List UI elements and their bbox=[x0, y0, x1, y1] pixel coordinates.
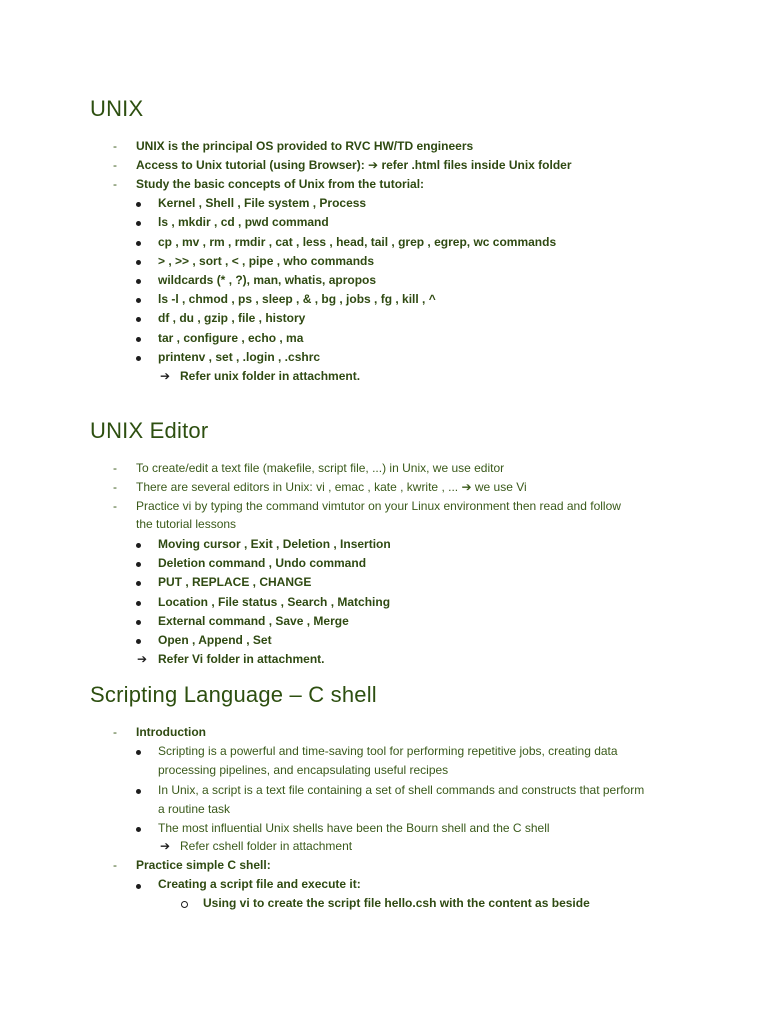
practice-sub-bullet-1: Using vi to create the script file hello.csh with the content as beside bbox=[203, 896, 590, 910]
dash-marker: - bbox=[113, 177, 117, 191]
bullet-dot bbox=[136, 601, 141, 606]
sub-bullet-circle bbox=[181, 901, 188, 908]
editor-bullet: Open , Append , Set bbox=[158, 633, 272, 647]
practice-bullet-1: Creating a script file and execute it: bbox=[158, 877, 361, 891]
dash-marker: - bbox=[113, 480, 117, 494]
editor-item-2-text: There are several editors in Unix: vi , emac , kate , kwrite , ... bbox=[136, 480, 462, 494]
editor-refer: Refer Vi folder in attachment. bbox=[158, 652, 325, 666]
unix-bullet: > , >> , sort , < , pipe , who commands bbox=[158, 254, 375, 268]
unix-heading: UNIX bbox=[90, 96, 144, 121]
editor-bullet: Moving cursor , Exit , Deletion , Insertion bbox=[158, 537, 391, 551]
bullet-dot bbox=[136, 241, 141, 246]
arrow-icon: ➔ bbox=[137, 652, 148, 666]
bullet-dot bbox=[136, 789, 141, 794]
bullet-dot bbox=[136, 317, 141, 322]
scripting-bullet-3: The most influential Unix shells have been the Bourn shell and the C shell bbox=[158, 821, 550, 835]
unix-item-3: Study the basic concepts of Unix from the tutorial: bbox=[136, 177, 425, 191]
arrow-icon: ➔ bbox=[461, 480, 472, 494]
bullet-dot bbox=[136, 562, 141, 567]
bullet-dot bbox=[136, 221, 141, 226]
bullet-dot bbox=[136, 620, 141, 625]
dash-marker: - bbox=[113, 461, 117, 475]
bullet-dot bbox=[136, 827, 141, 832]
bullet-dot bbox=[136, 884, 141, 889]
scripting-bullet-2-line1: In Unix, a script is a text file containing a set of shell commands and constructs that perform bbox=[158, 783, 645, 797]
editor-item-3-line1: Practice vi by typing the command vimtutor on your Linux environment then read and follow bbox=[136, 499, 621, 513]
arrow-icon: ➔ bbox=[160, 369, 171, 383]
unix-bullet: df , du , gzip , file , history bbox=[158, 311, 306, 325]
bullet-dot bbox=[136, 543, 141, 548]
bullet-dot bbox=[136, 298, 141, 303]
arrow-icon: ➔ bbox=[368, 158, 379, 172]
unix-bullet: printenv , set , .login , .cshrc bbox=[158, 350, 321, 364]
unix-item-2-text: Access to Unix tutorial (using Browser): bbox=[136, 158, 369, 172]
unix-bullet: ls -l , chmod , ps , sleep , & , bg , jobs , fg , kill , ^ bbox=[158, 292, 436, 306]
unix-bullet: ls , mkdir , cd , pwd command bbox=[158, 215, 329, 229]
dash-marker: - bbox=[113, 499, 117, 513]
editor-item-2 bbox=[136, 480, 527, 495]
bullet-dot bbox=[136, 581, 141, 586]
dash-marker: - bbox=[113, 725, 117, 739]
dash-marker: - bbox=[113, 139, 117, 153]
dash-marker: - bbox=[113, 158, 117, 172]
bullet-dot bbox=[136, 639, 141, 644]
editor-bullet: Location , File status , Search , Matching bbox=[158, 595, 391, 609]
arrow-icon: ➔ bbox=[160, 839, 171, 853]
unix-bullet: wildcards (* , ?), man, whatis, apropos bbox=[158, 273, 377, 287]
unix-item-1: UNIX is the principal OS provided to RVC HW/TD engineers bbox=[136, 139, 474, 153]
dash-marker: - bbox=[113, 858, 117, 872]
unix-editor-heading: UNIX Editor bbox=[90, 418, 209, 443]
scripting-bullet-2-line2: a routine task bbox=[158, 802, 231, 816]
editor-item-2-end: we use Vi bbox=[474, 480, 527, 494]
unix-bullet: cp , mv , rm , rmdir , cat , less , head, tail , grep , egrep, wc commands bbox=[158, 235, 557, 249]
scripting-heading: Scripting Language – C shell bbox=[90, 682, 377, 707]
unix-bullet: tar , configure , echo , ma bbox=[158, 331, 304, 345]
scripting-bullet-1-line1: Scripting is a powerful and time-saving tool for performing repetitive jobs, creating data bbox=[158, 744, 618, 758]
bullet-dot bbox=[136, 279, 141, 284]
editor-item-3-line2: the tutorial lessons bbox=[136, 517, 237, 531]
scripting-intro: Introduction bbox=[136, 725, 206, 739]
editor-item-1: To create/edit a text file (makefile, script file, ...) in Unix, we use editor bbox=[136, 461, 505, 475]
editor-bullet: External command , Save , Merge bbox=[158, 614, 349, 628]
scripting-bullet-1-line2: processing pipelines, and encapsulating useful recipes bbox=[158, 763, 449, 777]
unix-item-2 bbox=[136, 158, 572, 173]
editor-bullet: Deletion command , Undo command bbox=[158, 556, 367, 570]
unix-bullet: Kernel , Shell , File system , Process bbox=[158, 196, 367, 210]
bullet-dot bbox=[136, 750, 141, 755]
bullet-dot bbox=[136, 337, 141, 342]
editor-bullet: PUT , REPLACE , CHANGE bbox=[158, 575, 312, 589]
unix-refer: Refer unix folder in attachment. bbox=[180, 369, 361, 383]
unix-item-2-refer: refer .html files inside Unix folder bbox=[381, 158, 572, 172]
bullet-dot bbox=[136, 202, 141, 207]
scripting-refer: Refer cshell folder in attachment bbox=[180, 839, 353, 853]
scripting-practice: Practice simple C shell: bbox=[136, 858, 271, 872]
bullet-dot bbox=[136, 356, 141, 361]
bullet-dot bbox=[136, 260, 141, 265]
